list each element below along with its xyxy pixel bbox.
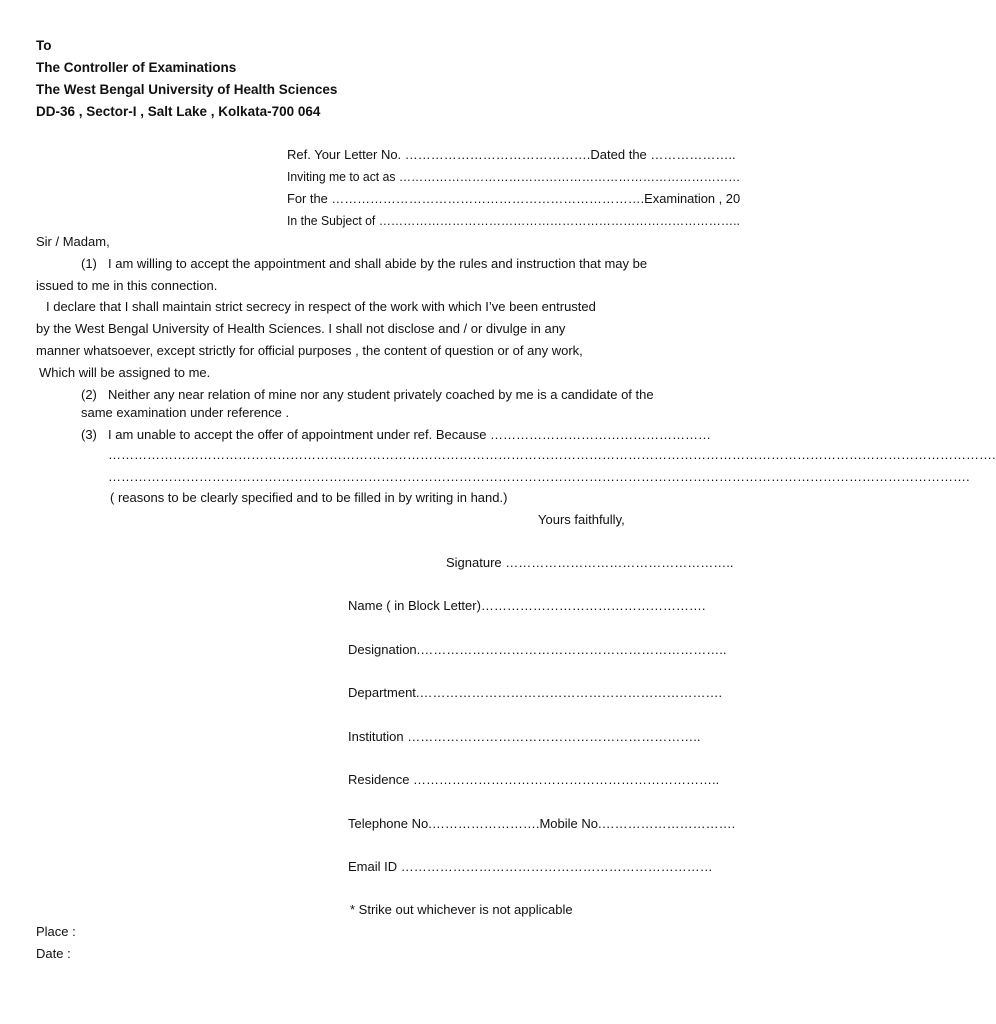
- clause-1-text: I am willing to accept the appointment and shall abide by the rules and instruction that may be: [108, 256, 648, 271]
- reference-letter-line: Ref. Your Letter No. …………………………………….Dated the ………………..: [287, 147, 736, 162]
- address-line-university: The West Bengal University of Health Sciences: [36, 82, 338, 97]
- date-label: Date :: [36, 946, 71, 961]
- declaration-line-1: I declare that I shall maintain strict secrecy in respect of the work with which I’ve been entrusted: [46, 299, 596, 314]
- clause-3-reason-blank-1: …………………………………………………………………………………………………………………………………………………………………………………….: [108, 447, 996, 462]
- designation-field: Designation.……………………………………………………………..: [348, 642, 727, 657]
- department-field: Department.…………………………………………………………….: [348, 685, 723, 700]
- clause-2-text-continued: same examination under reference .: [81, 405, 290, 420]
- clause-2-number: (2): [81, 387, 97, 402]
- institution-field: Institution …………………………………………………………..: [348, 729, 701, 744]
- declaration-line-3: manner whatsoever, except strictly for official purposes , the content of question or of any work,: [36, 343, 583, 358]
- signature-field: Signature ……………………………………………..: [446, 555, 734, 570]
- clause-3-text: I am unable to accept the offer of appointment under ref. Because ……………………………………………: [108, 427, 712, 442]
- telephone-mobile-field: Telephone No.…………………….Mobile No.………………………….: [348, 816, 736, 831]
- salutation: Sir / Madam,: [36, 234, 110, 249]
- address-to: To: [36, 38, 52, 53]
- reasons-note: ( reasons to be clearly specified and to be filled in by writing in hand.): [110, 490, 508, 505]
- place-label: Place :: [36, 924, 76, 939]
- address-line-location: DD-36 , Sector-I , Salt Lake , Kolkata-700 064: [36, 104, 321, 119]
- address-line-controller: The Controller of Examinations: [36, 60, 237, 75]
- declaration-line-4: Which will be assigned to me.: [39, 365, 211, 380]
- clause-1-number: (1): [81, 256, 97, 271]
- reference-examination-line: For the ……………………………………………………………….Examination , 20: [287, 191, 741, 206]
- clause-3-reason-blank-2: ……………………………………………………………………………………………………………………………………………………………………………….: [108, 469, 970, 484]
- clause-3-number: (3): [81, 427, 97, 442]
- clause-1-text-continued: issued to me in this connection.: [36, 278, 218, 293]
- closing: Yours faithfully,: [538, 512, 625, 527]
- clause-2-text: Neither any near relation of mine nor any student privately coached by me is a candidate of the: [108, 387, 654, 402]
- strike-out-note: * Strike out whichever is not applicable: [350, 902, 573, 917]
- name-field: Name ( in Block Letter)…………………………………………….: [348, 598, 706, 613]
- residence-field: Residence ……………………………………………………………..: [348, 772, 720, 787]
- declaration-line-2: by the West Bengal University of Health Sciences. I shall not disclose and / or divulge in any: [36, 321, 566, 336]
- reference-subject-line: In the Subject of ……………………………………………………………………………..: [287, 213, 740, 228]
- email-field: Email ID ………………………………………………………………: [348, 859, 713, 874]
- reference-inviting-line: Inviting me to act as …………………………………………………………………………: [287, 169, 741, 184]
